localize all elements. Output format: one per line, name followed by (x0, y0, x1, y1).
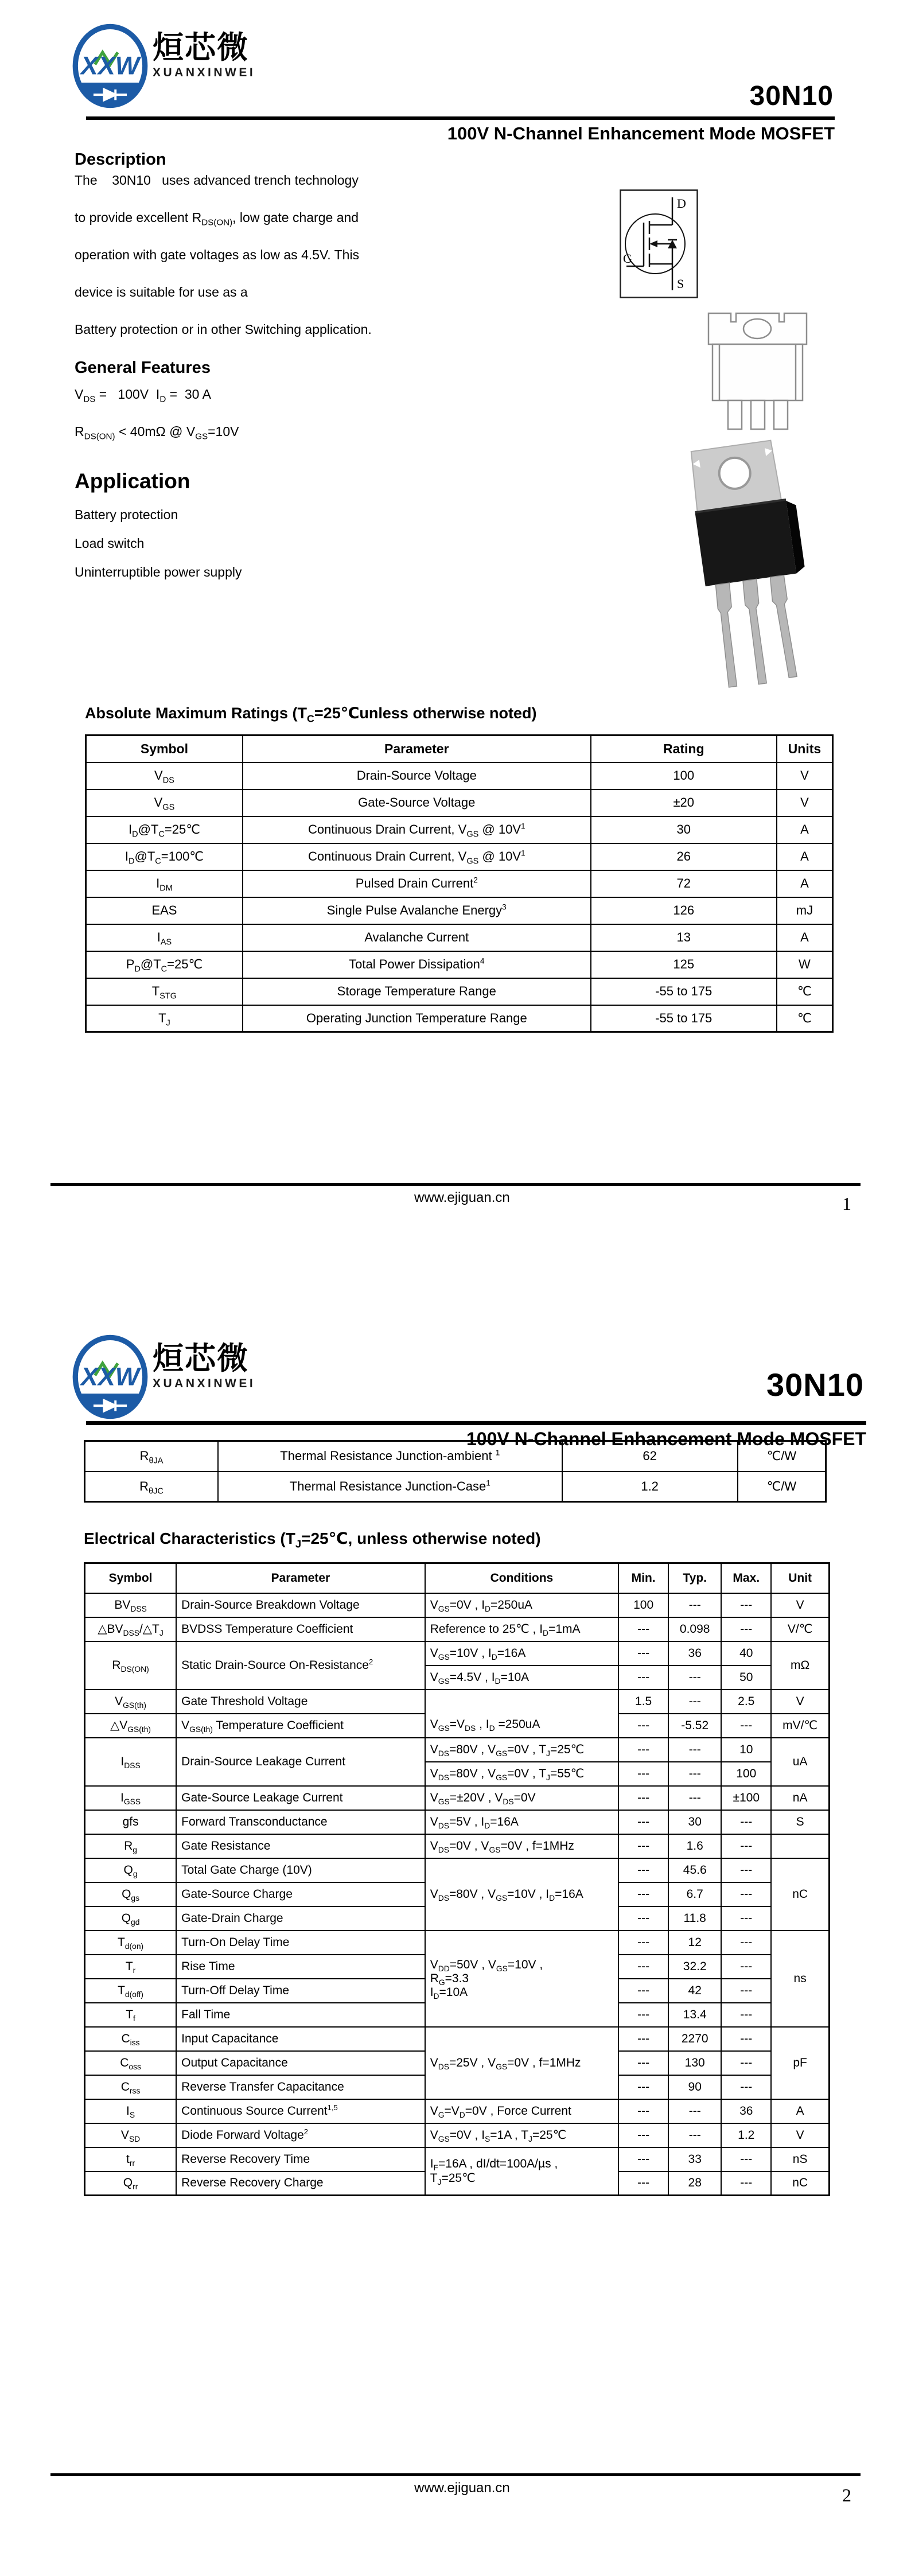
table-cell: V (771, 2123, 829, 2147)
part-number: 30N10 (766, 1367, 864, 1403)
table-cell: ℃/W (738, 1441, 826, 1472)
company-name-en: XUANXINWEI (153, 66, 256, 80)
table-row (85, 2099, 830, 2123)
table-cell: $t_{rr}$ (85, 2147, 177, 2172)
table-row (85, 1834, 830, 1858)
table-cell: Gate-Source Charge (176, 1882, 425, 1906)
table-cell: $V_{GS(th)}$ (85, 1690, 177, 1714)
table-cell: $R_g$ (85, 1834, 177, 1858)
table-cell: Input Capacitance (176, 2027, 425, 2051)
table-cell: --- (721, 2172, 771, 2196)
table-cell: --- (618, 2147, 668, 2172)
table-cell: $V_{DS}=0V$ , $V_{GS}=0V$ , f=1MHz (425, 1834, 618, 1858)
table-cell: 36 (668, 1641, 721, 1666)
table-cell: Reverse Transfer Capacitance (176, 2075, 425, 2099)
table-row (85, 2027, 830, 2051)
package-photo-figure (674, 437, 809, 695)
table-cell: A (771, 2099, 829, 2123)
table-cell: A (777, 843, 833, 870)
table-cell: --- (721, 1906, 771, 1931)
table-cell: $V_{DS}=80V$ , $V_{GS}=0V$ , $T_J=25℃$ (425, 1738, 618, 1762)
source-label: S (677, 277, 684, 291)
table-cell: nC (771, 2172, 829, 2196)
table-cell: Turn-Off Delay Time (176, 1979, 425, 2003)
table-cell: $T_r$ (85, 1955, 177, 1979)
abs-max-title: Absolute Maximum Ratings ($T_C=25℃unless$ otherwise noted) (85, 705, 537, 725)
table-cell: --- (618, 2051, 668, 2075)
table-cell: $I_F=16A$ , dI/dt=100A/µs , $T_J=25℃$ (425, 2147, 618, 2196)
table-cell: A (777, 870, 833, 897)
table-cell: mΩ (771, 1641, 829, 1690)
table-cell: $V_{GS}=10V$ , $I_D=16A$ (425, 1641, 618, 1666)
table-cell: BVDSS Temperature Coefficient (176, 1617, 425, 1641)
table-cell: V (777, 762, 833, 789)
table-cell: $BV_{DSS}$ (85, 1593, 177, 1617)
table-cell: $V_{GS}=0V$ , $I_S=1A$ , $T_J=25℃$ (425, 2123, 618, 2147)
column-header: Symbol (86, 736, 243, 762)
table-cell: 40 (721, 1641, 771, 1666)
company-logo (72, 23, 255, 109)
table-cell: $V_{DS}=80V$ , $V_{GS}=10V$ , $I_D=16A$ (425, 1858, 618, 1931)
feature-line: $R_{DS(ON)} < 40m\Omega$ @ $V_{GS}=10V$ (75, 424, 239, 442)
table-cell: --- (618, 1641, 668, 1666)
table-cell: $T_{d(on)}$ (85, 1931, 177, 1955)
table-row (86, 762, 833, 789)
table-cell: W (777, 951, 833, 978)
table-cell: $V_{GS}=0V$ , $I_D=250uA$ (425, 1593, 618, 1617)
table-cell: $V_{GS}$ (86, 789, 243, 816)
table-cell: V/℃ (771, 1617, 829, 1641)
table-cell: Turn-On Delay Time (176, 1931, 425, 1955)
table-cell: Storage Temperature Range (243, 978, 591, 1005)
column-header: Rating (591, 736, 777, 762)
column-header: Conditions (425, 1563, 618, 1593)
table-cell: $Q_{rr}$ (85, 2172, 177, 2196)
table-cell: Operating Junction Temperature Range (243, 1005, 591, 1032)
table-cell: Reverse Recovery Time (176, 2147, 425, 2172)
description-line: to provide excellent $R_{DS(ON)}$, low gate charge and (75, 210, 359, 228)
part-number: 30N10 (749, 81, 834, 111)
table-cell: 2270 (668, 2027, 721, 2051)
table-cell: EAS (86, 897, 243, 924)
table-cell (771, 1834, 829, 1858)
table-header-row (85, 1563, 830, 1593)
table-cell: 12 (668, 1931, 721, 1955)
table-row (86, 789, 833, 816)
table-cell: ℃ (777, 978, 833, 1005)
logo-mark-text: XXW (80, 1361, 140, 1391)
table-cell: Pulsed Drain Current$^2$ (243, 870, 591, 897)
footer-url: www.ejiguan.cn (414, 1190, 510, 1205)
table-cell: --- (721, 2003, 771, 2027)
table-row (85, 1858, 830, 1882)
table-cell: --- (618, 1810, 668, 1834)
column-header: Typ. (668, 1563, 721, 1593)
table-row (86, 1005, 833, 1032)
table-cell: --- (618, 1738, 668, 1762)
column-header: Unit (771, 1563, 829, 1593)
table-cell: V (771, 1593, 829, 1617)
table-cell: --- (618, 2172, 668, 2196)
table-cell: 126 (591, 897, 777, 924)
table-cell: 1.2 (562, 1472, 738, 1502)
table-cell: -5.52 (668, 1714, 721, 1738)
table-cell: 30 (591, 816, 777, 843)
table-row (85, 1593, 830, 1617)
table-cell: $R_{\theta JA}$ (85, 1441, 219, 1472)
table-cell: Total Power Dissipation$^4$ (243, 951, 591, 978)
table-cell: 62 (562, 1441, 738, 1472)
footer-url: www.ejiguan.cn (414, 2480, 510, 2496)
column-header: Parameter (243, 736, 591, 762)
table-cell: --- (618, 1882, 668, 1906)
table-row (85, 2123, 830, 2147)
application-list (75, 500, 602, 586)
table-cell: A (777, 924, 833, 951)
table-cell: Total Gate Charge (10V) (176, 1858, 425, 1882)
table-cell: --- (721, 1617, 771, 1641)
footer-rule (50, 1183, 861, 1186)
description-line: Battery protection or in other Switching application. (75, 322, 372, 337)
table-cell: $I_{AS}$ (86, 924, 243, 951)
table-cell: --- (618, 1906, 668, 1931)
table-cell: --- (618, 1762, 668, 1786)
table-cell: --- (618, 2099, 668, 2123)
table-cell: Drain-Source Leakage Current (176, 1738, 425, 1786)
table-cell: ℃ (777, 1005, 833, 1032)
table-cell: S (771, 1810, 829, 1834)
table-cell: Drain-Source Breakdown Voltage (176, 1593, 425, 1617)
table-cell: $I_{GSS}$ (85, 1786, 177, 1810)
footer-rule (50, 2473, 861, 2476)
table-cell: --- (721, 1593, 771, 1617)
table-cell: $V_{GS}=4.5V$ , $I_D=10A$ (425, 1666, 618, 1690)
table-cell: $V_{GS(th)}$ Temperature Coefficient (176, 1714, 425, 1738)
description-heading: Description (75, 150, 166, 169)
table-cell: --- (668, 1690, 721, 1714)
table-cell: Gate Resistance (176, 1834, 425, 1858)
table-cell: --- (721, 1955, 771, 1979)
table-cell: --- (618, 1931, 668, 1955)
table-cell: --- (721, 1858, 771, 1882)
elec-char-title: Electrical Characteristics ($T_J=25℃$, unless otherwise noted) (84, 1530, 541, 1550)
application-item: Uninterruptible power supply (75, 565, 242, 579)
table-cell: 100 (618, 1593, 668, 1617)
table-cell: $I_D@T_C=100℃$ (86, 843, 243, 870)
table-cell: $V_{DS}=80V$ , $V_{GS}=0V$ , $T_J=55℃$ (425, 1762, 618, 1786)
page-subtitle: 100V N-Channel Enhancement Mode MOSFET (447, 123, 835, 143)
table-cell: nC (771, 1858, 829, 1931)
table-cell: Single Pulse Avalanche Energy$^3$ (243, 897, 591, 924)
table-header-row (86, 736, 833, 762)
table-cell: --- (618, 1834, 668, 1858)
company-name-cn: 烜芯微 (153, 1341, 249, 1376)
table-cell: 45.6 (668, 1858, 721, 1882)
table-cell: ns (771, 1931, 829, 2027)
table-cell: Gate-Drain Charge (176, 1906, 425, 1931)
table-cell: Reverse Recovery Charge (176, 2172, 425, 2196)
table-cell: ℃/W (738, 1472, 826, 1502)
table-cell: A (777, 816, 833, 843)
table-cell: 33 (668, 2147, 721, 2172)
table-cell: --- (668, 1593, 721, 1617)
table-cell: --- (721, 1882, 771, 1906)
logo-mark-text: XXW (80, 50, 140, 80)
table-cell: --- (618, 1858, 668, 1882)
table-cell: $V_{DS}$ (86, 762, 243, 789)
table-cell: Fall Time (176, 2003, 425, 2027)
table-cell: Thermal Resistance Junction-ambient $^1$ (218, 1441, 562, 1472)
table-cell: $\triangle BV_{DSS}/\triangle T_J$ (85, 1617, 177, 1641)
feature-line: $V_{DS} = 100V$ $I_D = 30$ A (75, 387, 211, 404)
logo-mark-icon (72, 1334, 148, 1420)
table-cell: mJ (777, 897, 833, 924)
table-cell: 10 (721, 1738, 771, 1762)
table-cell: uA (771, 1738, 829, 1786)
header-rule (86, 116, 835, 120)
table-cell: --- (618, 1666, 668, 1690)
logo-mark-icon (72, 23, 148, 109)
table-cell: 13.4 (668, 2003, 721, 2027)
table-cell: $T_f$ (85, 2003, 177, 2027)
table-cell: Gate Threshold Voltage (176, 1690, 425, 1714)
table-cell: 130 (668, 2051, 721, 2075)
table-cell: $V_{DD}=50V$ , $V_{GS}=10V$ , $R_G=3.3$ $I_D=10A$ (425, 1931, 618, 2027)
table-cell: 28 (668, 2172, 721, 2196)
table-cell: 72 (591, 870, 777, 897)
table-cell: $Q_g$ (85, 1858, 177, 1882)
table-cell: --- (721, 2051, 771, 2075)
table-cell: 100 (721, 1762, 771, 1786)
table-cell: --- (721, 1714, 771, 1738)
table-cell: $R_{\theta JC}$ (85, 1472, 219, 1502)
table-cell: --- (668, 1762, 721, 1786)
table-cell: 26 (591, 843, 777, 870)
table-cell: $T_{d(off)}$ (85, 1979, 177, 2003)
gate-label: G (623, 251, 632, 266)
table-row (85, 1472, 826, 1502)
table-cell: $V_{DS}=25V$ , $V_{GS}=0V$ , f=1MHz (425, 2027, 618, 2099)
table-cell: --- (618, 1979, 668, 2003)
table-cell: nA (771, 1786, 829, 1810)
package-outline-figure (701, 309, 815, 430)
application-item: Load switch (75, 536, 145, 551)
table-cell: --- (618, 1786, 668, 1810)
table-row (85, 1441, 826, 1472)
table-row (86, 870, 833, 897)
table-cell: $C_{oss}$ (85, 2051, 177, 2075)
application-heading: Application (75, 469, 190, 493)
table-cell: --- (668, 1786, 721, 1810)
application-item: Battery protection (75, 507, 178, 522)
table-cell: 0.098 (668, 1617, 721, 1641)
table-cell: V (777, 789, 833, 816)
table-cell: 1.2 (721, 2123, 771, 2147)
table-cell: $T_{STG}$ (86, 978, 243, 1005)
table-cell: --- (618, 1617, 668, 1641)
table-row (85, 1641, 830, 1666)
table-cell: $I_D@T_C=25℃$ (86, 816, 243, 843)
table-row (85, 1786, 830, 1810)
table-cell: Gate-Source Leakage Current (176, 1786, 425, 1810)
table-cell: --- (721, 1834, 771, 1858)
table-cell: Continuous Drain Current, $V_{GS}$ @ $10V^1$ (243, 843, 591, 870)
table-cell: 90 (668, 2075, 721, 2099)
table-cell: --- (618, 2123, 668, 2147)
table-cell: V (771, 1690, 829, 1714)
general-features-heading: General Features (75, 359, 211, 377)
page-number: 1 (842, 1193, 851, 1214)
table-cell: 1.6 (668, 1834, 721, 1858)
table-cell: $I_{DSS}$ (85, 1738, 177, 1786)
column-header: Min. (618, 1563, 668, 1593)
table-cell: $Q_{gs}$ (85, 1882, 177, 1906)
table-cell: Gate-Source Voltage (243, 789, 591, 816)
table-row (86, 843, 833, 870)
table-cell: $V_{GS}=\pm 20V$ , $V_{DS}=0V$ (425, 1786, 618, 1810)
table-cell: nS (771, 2147, 829, 2172)
table-cell: $Q_{gd}$ (85, 1906, 177, 1931)
table-cell: $P_D@T_C=25℃$ (86, 951, 243, 978)
company-name-en: XUANXINWEI (153, 1377, 256, 1391)
column-header: Units (777, 736, 833, 762)
table-cell: $V_{SD}$ (85, 2123, 177, 2147)
description-line: The 30N10 uses advanced trench technology (75, 173, 359, 188)
table-cell: Forward Transconductance (176, 1810, 425, 1834)
table-cell: Reference to 25℃ , $I_D=1mA$ (425, 1617, 618, 1641)
table-cell: 30 (668, 1810, 721, 1834)
table-row (85, 1738, 830, 1762)
table-row (85, 1690, 830, 1714)
table-cell: --- (668, 2123, 721, 2147)
table-cell: 6.7 (668, 1882, 721, 1906)
table-cell: ±20 (591, 789, 777, 816)
table-row (85, 2147, 830, 2172)
table-cell: --- (618, 1714, 668, 1738)
table-cell: 100 (591, 762, 777, 789)
table-row (85, 1810, 830, 1834)
table-cell: pF (771, 2027, 829, 2099)
table-cell: --- (618, 2027, 668, 2051)
abs-max-table (85, 734, 834, 1033)
table-row (86, 951, 833, 978)
table-row (86, 924, 833, 951)
table-cell: --- (668, 1738, 721, 1762)
table-row (86, 816, 833, 843)
table-cell: $V_{DS}=5V$ , $I_D=16A$ (425, 1810, 618, 1834)
page-2 (0, 1288, 911, 2576)
table-cell: 1.5 (618, 1690, 668, 1714)
table-cell: Diode Forward Voltage$^2$ (176, 2123, 425, 2147)
table-cell: Drain-Source Voltage (243, 762, 591, 789)
table-row (85, 1617, 830, 1641)
table-cell: -55 to 175 (591, 1005, 777, 1032)
table-cell: --- (721, 1979, 771, 2003)
elec-char-table (84, 1562, 830, 2196)
mosfet-symbol-figure (620, 189, 698, 298)
table-row (86, 978, 833, 1005)
table-cell: $T_J$ (86, 1005, 243, 1032)
table-cell: --- (618, 2075, 668, 2099)
table-cell: Output Capacitance (176, 2051, 425, 2075)
header-rule (86, 1421, 866, 1425)
table-cell: --- (721, 1810, 771, 1834)
drain-label: D (677, 196, 686, 211)
table-cell: $I_S$ (85, 2099, 177, 2123)
column-header: Max. (721, 1563, 771, 1593)
table-cell: ±100 (721, 1786, 771, 1810)
table-cell: --- (721, 2075, 771, 2099)
table-cell: --- (721, 1931, 771, 1955)
table-cell: 32.2 (668, 1955, 721, 1979)
table-cell: $C_{rss}$ (85, 2075, 177, 2099)
table-cell: 50 (721, 1666, 771, 1690)
description-text (75, 162, 602, 348)
table-row (86, 897, 833, 924)
table-cell: $V_G=V_D=0V$ , Force Current (425, 2099, 618, 2123)
table-cell: gfs (85, 1810, 177, 1834)
description-line: device is suitable for use as a (75, 285, 248, 299)
table-cell: 125 (591, 951, 777, 978)
table-cell: -55 to 175 (591, 978, 777, 1005)
page-subtitle: 100V N-Channel Enhancement Mode MOSFET (466, 1429, 866, 1449)
table-row (85, 1931, 830, 1955)
table-cell: $I_{DM}$ (86, 870, 243, 897)
table-cell: 2.5 (721, 1690, 771, 1714)
table-cell: 11.8 (668, 1906, 721, 1931)
column-header: Symbol (85, 1563, 177, 1593)
table-cell: Static Drain-Source On-Resistance$^2$ (176, 1641, 425, 1690)
table-cell: --- (668, 2099, 721, 2123)
table-cell: Continuous Drain Current, $V_{GS}$ @ $10V^1$ (243, 816, 591, 843)
general-features-text (75, 376, 602, 450)
table-cell: Thermal Resistance Junction-Case$^1$ (218, 1472, 562, 1502)
page-number: 2 (842, 2485, 851, 2505)
table-cell: --- (618, 2003, 668, 2027)
column-header: Parameter (176, 1563, 425, 1593)
table-cell: 42 (668, 1979, 721, 2003)
table-cell: $\triangle V_{GS(th)}$ (85, 1714, 177, 1738)
company-name-cn: 烜芯微 (153, 30, 249, 65)
table-cell: --- (668, 1666, 721, 1690)
description-line: operation with gate voltages as low as 4.5V. This (75, 247, 360, 262)
table-cell: $R_{DS(ON)}$ (85, 1641, 177, 1690)
table-cell: $V_{GS}=V_{DS}$ , $I_D =250uA$ (425, 1690, 618, 1738)
table-cell: mV/℃ (771, 1714, 829, 1738)
table-cell: --- (721, 2147, 771, 2172)
table-cell: Avalanche Current (243, 924, 591, 951)
table-cell: Rise Time (176, 1955, 425, 1979)
table-cell: Continuous Source Current$^{1,5}$ (176, 2099, 425, 2123)
table-cell: --- (618, 1955, 668, 1979)
table-cell: --- (721, 2027, 771, 2051)
company-logo (72, 1334, 255, 1420)
thermal-table (84, 1440, 827, 1503)
table-cell: 13 (591, 924, 777, 951)
table-cell: 36 (721, 2099, 771, 2123)
table-cell: $C_{iss}$ (85, 2027, 177, 2051)
